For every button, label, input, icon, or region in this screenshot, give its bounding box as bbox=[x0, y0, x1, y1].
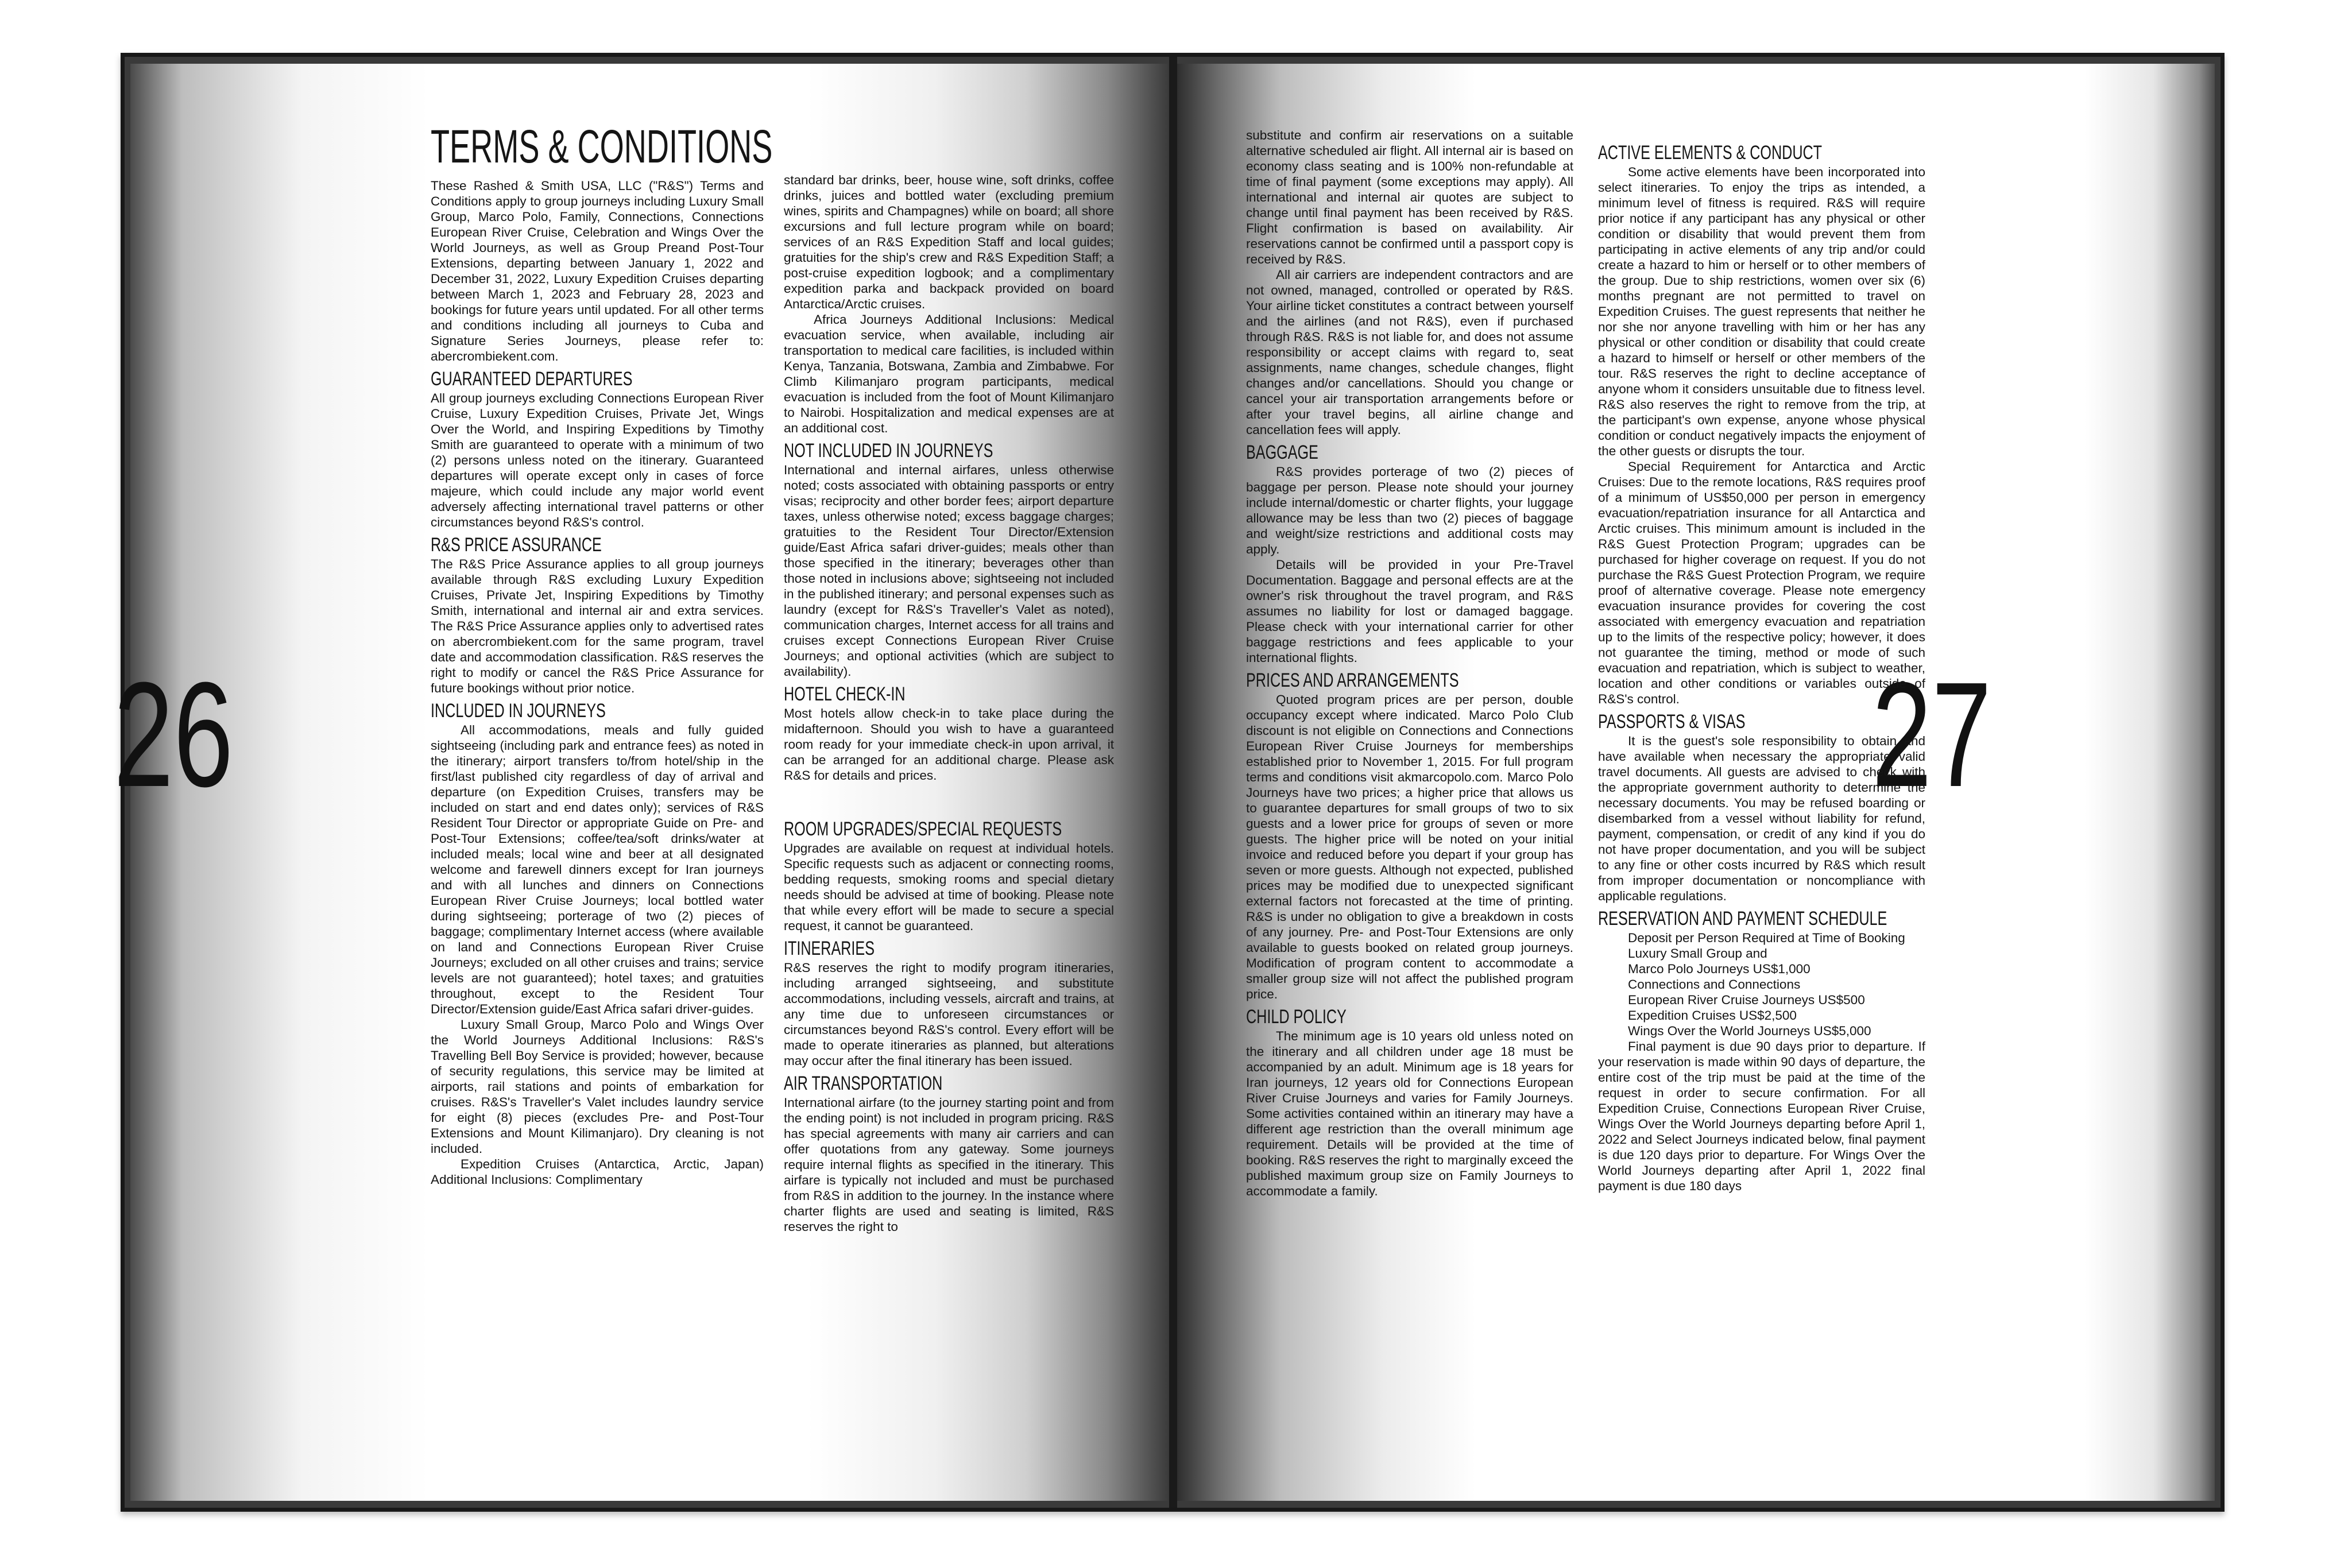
baggage-heading: BAGGAGE bbox=[1246, 442, 1318, 463]
deposit-intro: Deposit per Person Required at Time of Booking bbox=[1628, 931, 1905, 945]
not-included-text: International and internal airfares, unless otherwise noted; costs associated with obtaining passports or entry visas; reciprocity and other border fees; airport departure taxes, unless otherwise noted; excess baggage charges; gratuities to the Resident Tour Director/Extension guide/East Africa safari driver-guides; meals other than those specified in the itinerary; beverages other than those noted in inclusions above; sightseeing not included in the published itinerary; and personal expenses such as laundry (except for R&S's Traveller's Valet as noted), communication charges, Internet access for all trains and cruises except Connections European River Cruise Journeys; and optional activities (which are subject to availability). bbox=[784, 463, 1114, 679]
room-upgrades-heading: ROOM UPGRADES/SPECIAL REQUESTS bbox=[784, 818, 1062, 840]
air-transportation-heading: AIR TRANSPORTATION bbox=[784, 1073, 943, 1094]
expedition-inclusions-text: standard bar drinks, beer, house wine, soft drinks, coffee drinks, juices and bottled water (excluding premium wines, spirits and Champagnes) while on board; all shore excursions and full lecture program while on board; services of an R&S Expedition Staff and local guides; gratuities for the ship's crew and R&S Expedition Staff; a post-cruise expedition logbook; and a complimentary expedition parka and backpack provided on board Antarctica/Arctic cruises. bbox=[784, 173, 1114, 311]
child-policy-text: The minimum age is 10 years old unless noted on the itinerary and all children under age 18 must be accompanied by an adult. Minimum age is 18 years for Iran journeys, 12 years old for Connections European River Cruise Journeys and varies for Family Journeys. Some activities contained within an itinerary may have a different age restriction than the overall minimum age requirement. Details will be provided at the time of booking. R&S reserves the right to marginally exceed the published maximum group size on Family Journeys to accommodate a family. bbox=[1246, 1029, 1573, 1198]
book-spine bbox=[1169, 57, 1177, 1508]
reservation-heading: RESERVATION AND PAYMENT SCHEDULE bbox=[1598, 908, 1887, 930]
hotel-checkin-text: Most hotels allow check-in to take place during the midafternoon. Should you wish to have a guaranteed room ready for your immediate check-in upon arrival, it can be arranged for an additional charge. Please ask R&S for details and prices. bbox=[784, 706, 1114, 783]
right-column-2 bbox=[1598, 138, 1925, 1194]
africa-inclusions-text: Africa Journeys Additional Inclusions: Medical evacuation service, when available, including air transportation to medical care facilities, is included within Kenya, Tanzania, Botswana, Zambia and Zimbabwe. For Climb Kilimanjaro program participants, medical evacuation is included from the foot of Mount Kilimanjaro to Nairobi. Hospitalization and medical expenses are at an additional cost. bbox=[784, 312, 1114, 435]
prices-text: Quoted program prices are per person, double occupancy except where indicated. Marco Polo Club discount is not eligible on Connections and Connections European River Cruise Journeys for memberships established prior to November 1, 2015. For full program terms and conditions visit akmarcopolo.com. Marco Polo Journeys have two prices; a higher price that allows us to guarantee departures for small groups of two to six guests and a lower price for groups of seven or more guests. The higher price will be noted on your initial invoice and reduced before you depart if your group has seven or more guests. Although not expected, published prices may be modified due to unexpected significant external factors not forecasted at the time of printing. R&S is under no obligation to give a breakdown in costs of any journey. Pre- and Post-Tour Extensions are only available to guests booked on related group journeys. Modification of program content to accommodate a smaller group size will not affect the published program price. bbox=[1246, 692, 1573, 1001]
deposit-list bbox=[1598, 946, 1925, 1039]
right-column-1 bbox=[1246, 127, 1573, 1199]
baggage-paragraph-1: R&S provides porterage of two (2) pieces of baggage per person. Please note should your journey include internal/domestic or charter flights, your luggage allowance may be less than two (2) pieces of baggage and weight/size restrictions and additional costs may apply. bbox=[1246, 464, 1573, 556]
air-transportation-text: International airfare (to the journey starting point and from the ending point) is not included in program pricing. R&S has special agreements with many air carriers and can offer quotations from any gateway. Some journeys require internal flights as specified in the itinerary. This airfare is typically not included and must be purchased from R&S in addition to the journey. In the instance where charter flights are used and seating is limited, R&S reserves the right to bbox=[784, 1095, 1114, 1234]
child-policy-heading: CHILD POLICY bbox=[1246, 1006, 1347, 1028]
deposit-item: Wings Over the World Journeys US$5,000 bbox=[1628, 1024, 1871, 1038]
page-number-left: 26 bbox=[114, 652, 234, 818]
deposit-item: European River Cruise Journeys US$500 bbox=[1628, 993, 1865, 1007]
intro-paragraph: These Rashed & Smith USA, LLC ("R&S") Terms and Conditions apply to group journeys including Luxury Small Group, Marco Polo, Family, Connections, Connections European River Cruise, Celebration and Wings Over the World Journeys, as well as Group Preand Post-Tour Extensions, departing between January 1, 2022 and December 31, 2022, Luxury Expedition Cruises departing between March 1, 2023 and February 28, 2023 and bookings for future years until updated. For all other terms and conditions including all journeys to Cuba and Signature Series Journeys, please refer to: abercrombiekent.com. bbox=[431, 179, 764, 363]
active-elements-heading: ACTIVE ELEMENTS & CONDUCT bbox=[1598, 142, 1823, 164]
baggage-paragraph-2: Details will be provided in your Pre-Travel Documentation. Baggage and personal effects are at the owner's risk throughout the travel program, and R&S assumes no liability for lost or damaged baggage. Please check with your international carrier for other baggage restrictions and fees applicable to your international flights. bbox=[1246, 557, 1573, 665]
page-title: TERMS & CONDITIONS bbox=[431, 121, 773, 173]
included-paragraph-2: Luxury Small Group, Marco Polo and Wings Over the World Journeys Additional Inclusions: R&S's Travelling Bell Boy Service is provided; however, because of security regulations, this service may be limited at airports, rail stations and points of embarkation for cruises. R&S's Traveller's Valet includes laundry service for eight (8) pieces (excludes Pre- and Post-Tour Extensions and Mount Kilimanjaro). Dry cleaning is not included. bbox=[431, 1017, 764, 1156]
passports-text: It is the guest's sole responsibility to obtain and have available when necessary the appropriate valid travel documents. All guests are advised to check with the appropriate government authority to determine the necessary documents. You may be refused boarding or disembarked from a vessel without liability for refund, payment, compensation, or credit of any kind if you do not have proper documentation, and you will be subject to any fine or other costs incurred by R&S which result from improper documentation or noncompliance with applicable regulations. bbox=[1598, 734, 1925, 903]
page-number-right: 27 bbox=[1872, 652, 1992, 818]
deposit-item: Connections and Connections bbox=[1628, 977, 1801, 992]
air-carriers-text: All air carriers are independent contractors and are not owned, managed, controlled or operated by R&S. Your airline ticket constitutes a contract between yourself and the airlines (and not R&S), even if purchased through R&S. R&S is not liable for, and does not assume responsibility or accept claims with regard to, seat assignments, name changes, schedule changes, flight changes and/or cancellations. Should you change or cancel your air transportation arrangements before or after your travel begins, all airline change and cancellation fees will apply. bbox=[1246, 268, 1573, 437]
deposit-item: Marco Polo Journeys US$1,000 bbox=[1628, 962, 1811, 976]
included-heading: INCLUDED IN JOURNEYS bbox=[431, 700, 606, 722]
itineraries-heading: ITINERARIES bbox=[784, 938, 875, 959]
included-paragraph-1: All accommodations, meals and fully guided sightseeing (including park and entrance fees) as noted in the itinerary; airport transfers to/from hotel/ship in the first/last published city regardless of day of arrival and departure (on Expedition Cruises, transfers may be included on start and end dates only); services of R&S Resident Tour Director or appropriate Guide on Pre- and Post-Tour Extensions; coffee/tea/soft drinks/water at included meals; local wine and beer at all designated welcome and farewell dinners except for Iran journeys and with all lunches and dinners on Connections European River Cruise Journeys; local bottled water during sightseeing; porterage of two (2) pieces of baggage; complimentary Internet access (where available on land and Connections European River Cruise Journeys; excluded on all other cruises and trains; service levels are not guaranteed); hotel taxes; and gratuities throughout, except to the Resident Tour Director/Extension guide/East Africa safari driver-guides. bbox=[431, 723, 764, 1016]
antarctica-requirement-text: Special Requirement for Antarctica and Arctic Cruises: Due to the remote locations, R&S requires proof of a minimum of US$50,000 per person in emergency evacuation/repatriation insurance for all Antarctica and Arctic cruises. This minimum amount is included in the R&S Guest Protection Program; upgrades can be purchased for higher coverage on request. If you do not purchase the R&S Guest Protection Program, we require proof of alternative coverage. Please note emergency evacuation insurance provides for covering the cost associated with emergency evacuation and repatriation up to the limits of the respective policy; however, it does not guarantee the timing, method or mode of such evacuation and repatriation, which is subject to weather, location and other conditions or variables outside of R&S's control. bbox=[1598, 459, 1925, 706]
air-continued-text: substitute and confirm air reservations on a suitable alternative scheduled air flight. All internal air is based on economy class seating and is 100% non-refundable at time of final payment (some exceptions may apply). All international and internal air quotes are subject to change until final payment has been received by R&S. Flight confirmation is based on availability. Air reservations cannot be confirmed until a passport copy is received by R&S. bbox=[1246, 128, 1573, 266]
final-payment-text: Final payment is due 90 days prior to departure. If your reservation is made within 90 days of departure, the entire cost of the trip must be paid at the time of the request in order to secure confirmation. For all Expedition Cruise, Connections European River Cruise, Wings Over the World Journeys departing before April 1, 2022 and Select Journeys indicated below, final payment is due 120 days prior to departure. For Wings Over the World Journeys departing after April 1, 2022 final payment is due 180 days bbox=[1598, 1039, 1925, 1193]
passports-heading: PASSPORTS & VISAS bbox=[1598, 711, 1746, 733]
room-upgrades-text: Upgrades are available on request at individual hotels. Specific requests such as adjacent or connecting rooms, bedding requests, smoking rooms and special dietary needs should be advised at time of booking. Please note that while every effort will be made to secure a special request, it cannot be guaranteed. bbox=[784, 841, 1114, 933]
itineraries-text: R&S reserves the right to modify program itineraries, including arranged sightseeing, and substitute accommodations, including vessels, aircraft and trains, at any time due to unforeseen circumstances or circumstances beyond R&S's control. Every effort will be made to operate itineraries as planned, but alterations may occur after the final itinerary has been issued. bbox=[784, 961, 1114, 1068]
guaranteed-departures-heading: GUARANTEED DEPARTURES bbox=[431, 368, 633, 390]
left-column-1 bbox=[431, 121, 773, 1187]
prices-heading: PRICES AND ARRANGEMENTS bbox=[1246, 669, 1459, 691]
included-paragraph-3: Expedition Cruises (Antarctica, Arctic, Japan) Additional Inclusions: Complimentary bbox=[431, 1157, 764, 1187]
active-elements-text: Some active elements have been incorporated into select itineraries. To enjoy the trips as intended, a minimum level of fitness is required. R&S will require prior notice if any participant has any physical or other condition or disability that would prevent them from participating in active elements of any trip and/or could create a hazard to him or herself or to other members of the group. Due to ship restrictions, women over six (6) months pregnant are not permitted to travel on Expedition Cruises. The guest represents that neither he nor she nor anyone travelling with him or her has any physical or other condition or disability that could create a hazard to himself or herself or other members of the tour. R&S reserves the right to decline acceptance of anyone whom it considers unsuitable due to fitness level. R&S also reserves the right to remove from the trip, at the participant's own expense, anyone whose physical condition or conduct negatively impacts the enjoyment of the other guests or disrupts the tour. bbox=[1598, 165, 1925, 458]
price-assurance-heading: R&S PRICE ASSURANCE bbox=[431, 534, 602, 556]
deposit-item: Luxury Small Group and bbox=[1628, 946, 1767, 961]
guaranteed-departures-text: All group journeys excluding Connections European River Cruise, Luxury Expedition Cruises, Private Jet, Wings Over the World, and Inspiring Expeditions by Timothy Smith are guaranteed to operate with a minimum of two (2) persons unless noted on the itinerary. Guaranteed departures will operate except only in cases of force majeure, which could include any major world event adversely affecting international travel patterns or other circumstances beyond R&S's control. bbox=[431, 391, 764, 529]
hotel-checkin-heading: HOTEL CHECK-IN bbox=[784, 683, 906, 705]
price-assurance-text: The R&S Price Assurance applies to all group journeys available through R&S excluding Luxury Expedition Cruises, Private Jet, Inspiring Expeditions by Timothy Smith, international and internal air and extra services. The R&S Price Assurance applies only to advertised rates on abercrombiekent.com for the same program, travel date and accommodation classification. R&S reserves the right to modify or cancel the R&S Price Assurance for future bookings without prior notice. bbox=[431, 557, 764, 695]
left-column-2 bbox=[784, 172, 1114, 1234]
deposit-item: Expedition Cruises US$2,500 bbox=[1628, 1008, 1797, 1023]
not-included-heading: NOT INCLUDED IN JOURNEYS bbox=[784, 440, 993, 462]
